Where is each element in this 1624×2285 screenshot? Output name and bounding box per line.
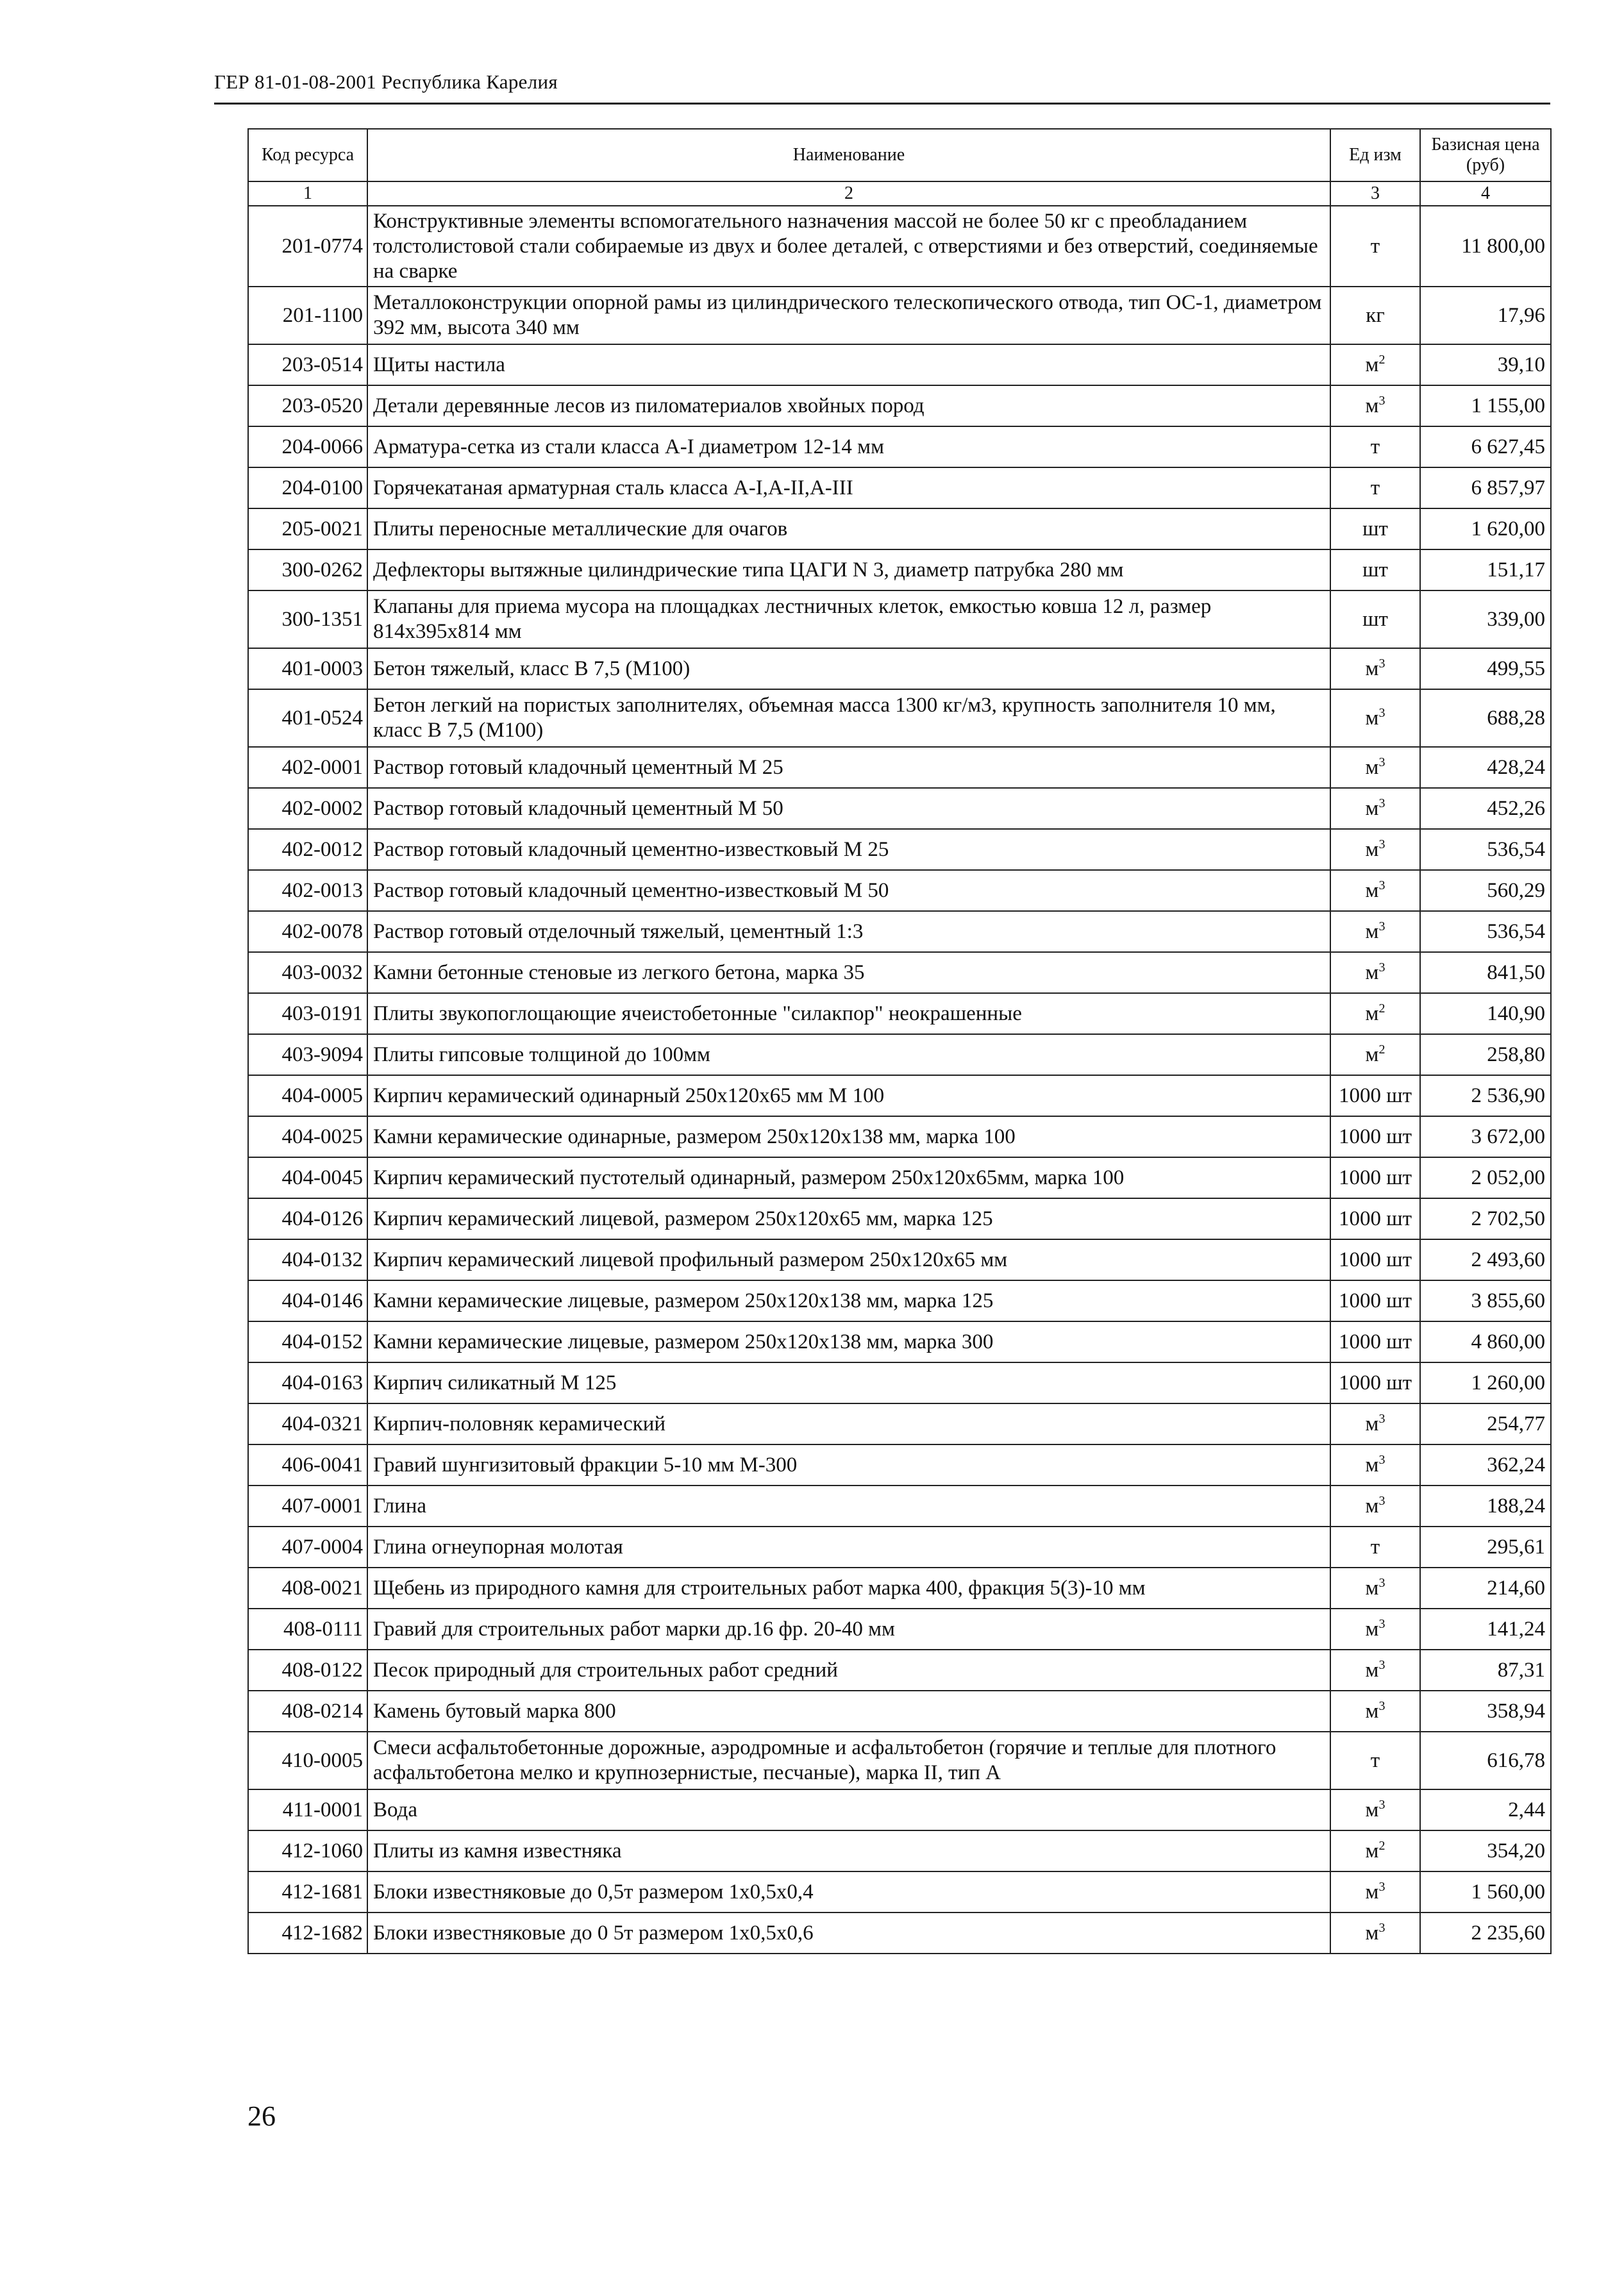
resource-code-cell: 404-0005 <box>248 1075 367 1116</box>
table-row <box>248 1691 1551 1732</box>
resource-name-cell: Кирпич керамический лицевой, размером 250х120х65 мм, марка 125 <box>367 1198 1330 1239</box>
resource-code-cell: 407-0001 <box>248 1486 367 1527</box>
unit-cell <box>1330 1871 1420 1913</box>
unit-text: т <box>1370 234 1380 258</box>
table-row <box>248 1527 1551 1568</box>
unit-cell <box>1330 1732 1420 1789</box>
base-price-cell: 358,94 <box>1420 1691 1551 1732</box>
table-row <box>248 508 1551 549</box>
resource-code-cell: 300-0262 <box>248 549 367 590</box>
base-price-cell: 2 235,60 <box>1420 1913 1551 1954</box>
unit-exponent: 3 <box>1378 393 1385 408</box>
resource-code-cell: 201-1100 <box>248 287 367 344</box>
unit-text: 1000 шт <box>1338 1248 1412 1271</box>
base-price-cell: 1 620,00 <box>1420 508 1551 549</box>
resource-code-cell: 403-0032 <box>248 952 367 993</box>
table-row <box>248 1075 1551 1116</box>
resource-code-cell: 404-0025 <box>248 1116 367 1157</box>
unit-text: м <box>1365 878 1379 902</box>
unit-exponent: 3 <box>1378 919 1385 933</box>
resource-code-cell: 404-0152 <box>248 1321 367 1362</box>
resource-code-cell: 404-0045 <box>248 1157 367 1198</box>
table-row <box>248 911 1551 952</box>
resource-code-cell: 407-0004 <box>248 1527 367 1568</box>
header-divider <box>214 103 1550 105</box>
resource-name-cell: Горячекатаная арматурная сталь класса А-I,А-II,А-III <box>367 467 1330 508</box>
resource-code-cell: 410-0005 <box>248 1732 367 1789</box>
resource-price-table <box>247 128 1552 1954</box>
unit-exponent: 3 <box>1378 1411 1385 1426</box>
resource-name-cell: Щиты настила <box>367 344 1330 385</box>
resource-name-cell: Смеси асфальтобетонные дорожные, аэродромные и асфальтобетон (горячие и теплые для плотного асфальтобетона мелко и крупнозернистые, песчаные), марка II, тип А <box>367 1732 1330 1789</box>
unit-text: 1000 шт <box>1338 1330 1412 1353</box>
table-row <box>248 648 1551 689</box>
unit-cell <box>1330 1913 1420 1954</box>
resource-code-cell: 401-0524 <box>248 689 367 747</box>
unit-text: м <box>1365 1412 1379 1435</box>
resource-code-cell: 402-0001 <box>248 747 367 788</box>
table-header-row <box>248 129 1551 181</box>
unit-text: м <box>1365 1839 1379 1862</box>
unit-cell <box>1330 1650 1420 1691</box>
base-price-cell: 616,78 <box>1420 1732 1551 1789</box>
base-price-cell: 6 857,97 <box>1420 467 1551 508</box>
unit-exponent: 3 <box>1378 1452 1385 1467</box>
resource-name-cell: Раствор готовый кладочный цементно-известковый М 25 <box>367 829 1330 870</box>
table-row <box>248 1568 1551 1609</box>
resource-name-cell: Клапаны для приема мусора на площадках лестничных клеток, емкостью ковша 12 л, размер 814х395х814 мм <box>367 590 1330 648</box>
resource-name-cell: Глина <box>367 1486 1330 1527</box>
resource-name-cell: Кирпич керамический пустотелый одинарный, размером 250х120х65мм, марка 100 <box>367 1157 1330 1198</box>
unit-text: м <box>1365 1699 1379 1723</box>
table-row <box>248 993 1551 1034</box>
unit-exponent: 3 <box>1378 1698 1385 1713</box>
unit-cell <box>1330 1830 1420 1871</box>
base-price-cell: 560,29 <box>1420 870 1551 911</box>
unit-text: 1000 шт <box>1338 1084 1412 1107</box>
table-row <box>248 1871 1551 1913</box>
resource-code-cell: 402-0078 <box>248 911 367 952</box>
resource-name-cell: Гравий для строительных работ марки др.16 фр. 20-40 мм <box>367 1609 1330 1650</box>
table-row <box>248 747 1551 788</box>
base-price-cell: 295,61 <box>1420 1527 1551 1568</box>
resource-code-cell: 402-0012 <box>248 829 367 870</box>
resource-code-cell: 300-1351 <box>248 590 367 648</box>
unit-text: м <box>1365 394 1379 417</box>
unit-text: м <box>1365 1921 1379 1945</box>
unit-text: м <box>1365 837 1379 861</box>
base-price-cell: 1 155,00 <box>1420 385 1551 426</box>
unit-exponent: 3 <box>1378 1879 1385 1894</box>
unit-text: т <box>1370 1535 1380 1559</box>
unit-exponent: 3 <box>1378 796 1385 810</box>
unit-exponent: 2 <box>1378 1838 1385 1853</box>
resource-name-cell: Металлоконструкции опорной рамы из цилиндрического телескопического отвода, тип ОС-1, диаметром 392 мм, высота 340 мм <box>367 287 1330 344</box>
resource-code-cell: 408-0122 <box>248 1650 367 1691</box>
unit-text: м <box>1365 1576 1379 1600</box>
unit-text: м <box>1365 1042 1379 1066</box>
resource-name-cell: Блоки известняковые до 0 5т размером 1х0,5х0,6 <box>367 1913 1330 1954</box>
resource-name-cell: Раствор готовый отделочный тяжелый, цементный 1:3 <box>367 911 1330 952</box>
resource-code-cell: 404-0163 <box>248 1362 367 1403</box>
unit-text: 1000 шт <box>1338 1166 1412 1189</box>
unit-cell <box>1330 870 1420 911</box>
table-row <box>248 1830 1551 1871</box>
unit-text: м <box>1365 1658 1379 1682</box>
unit-cell <box>1330 1116 1420 1157</box>
unit-cell <box>1330 1034 1420 1075</box>
table-row <box>248 1239 1551 1280</box>
resource-code-cell: 412-1681 <box>248 1871 367 1913</box>
resource-name-cell: Камни керамические лицевые, размером 250х120х138 мм, марка 300 <box>367 1321 1330 1362</box>
resource-code-cell: 402-0013 <box>248 870 367 911</box>
column-number-row <box>248 181 1551 206</box>
resource-name-cell: Камень бутовый марка 800 <box>367 1691 1330 1732</box>
resource-name-cell: Щебень из природного камня для строительных работ марка 400, фракция 5(3)-10 мм <box>367 1568 1330 1609</box>
resource-code-cell: 205-0021 <box>248 508 367 549</box>
resource-name-cell: Детали деревянные лесов из пиломатериалов хвойных пород <box>367 385 1330 426</box>
unit-exponent: 3 <box>1378 1493 1385 1508</box>
table-row <box>248 1403 1551 1444</box>
unit-cell <box>1330 689 1420 747</box>
unit-exponent: 3 <box>1378 1616 1385 1631</box>
table-row <box>248 467 1551 508</box>
resource-code-cell: 201-0774 <box>248 206 367 287</box>
resource-code-cell: 408-0214 <box>248 1691 367 1732</box>
base-price-cell: 3 855,60 <box>1420 1280 1551 1321</box>
unit-cell <box>1330 1403 1420 1444</box>
base-price-cell: 536,54 <box>1420 829 1551 870</box>
unit-text: шт <box>1362 517 1388 540</box>
resource-name-cell: Конструктивные элементы вспомогательного назначения массой не более 50 кг с преобладанием толстолистовой стали собираемые из двух и более деталей, с отверстиями и без отверстий, соединяемые на сварке <box>367 206 1330 287</box>
table-row <box>248 385 1551 426</box>
unit-text: м <box>1365 1798 1379 1821</box>
base-price-cell: 1 260,00 <box>1420 1362 1551 1403</box>
unit-cell <box>1330 952 1420 993</box>
base-price-cell: 254,77 <box>1420 1403 1551 1444</box>
unit-cell <box>1330 829 1420 870</box>
resource-name-cell: Камни керамические лицевые, размером 250х120х138 мм, марка 125 <box>367 1280 1330 1321</box>
table-row <box>248 426 1551 467</box>
unit-exponent: 3 <box>1378 705 1385 720</box>
resource-code-cell: 404-0321 <box>248 1403 367 1444</box>
unit-cell <box>1330 1527 1420 1568</box>
table-row <box>248 1157 1551 1198</box>
unit-cell <box>1330 344 1420 385</box>
unit-text: т <box>1370 435 1380 458</box>
base-price-cell: 452,26 <box>1420 788 1551 829</box>
resource-code-cell: 408-0021 <box>248 1568 367 1609</box>
column-header-unit: Ед изм <box>1330 129 1420 181</box>
base-price-cell: 2 702,50 <box>1420 1198 1551 1239</box>
resource-name-cell: Плиты гипсовые толщиной до 100мм <box>367 1034 1330 1075</box>
unit-cell <box>1330 1321 1420 1362</box>
unit-cell <box>1330 467 1420 508</box>
resource-code-cell: 402-0002 <box>248 788 367 829</box>
page-header-title: ГЕР 81-01-08-2001 Республика Карелия <box>214 71 558 93</box>
unit-text: м <box>1365 919 1379 943</box>
base-price-cell: 17,96 <box>1420 287 1551 344</box>
unit-text: 1000 шт <box>1338 1125 1412 1148</box>
unit-exponent: 3 <box>1378 837 1385 851</box>
resource-name-cell: Кирпич силикатный М 125 <box>367 1362 1330 1403</box>
unit-exponent: 2 <box>1378 352 1385 367</box>
unit-cell <box>1330 1157 1420 1198</box>
resource-name-cell: Арматура-сетка из стали класса А-I диаметром 12-14 мм <box>367 426 1330 467</box>
base-price-cell: 11 800,00 <box>1420 206 1551 287</box>
unit-text: м <box>1365 1494 1379 1518</box>
unit-text: шт <box>1362 558 1388 582</box>
unit-text: м <box>1365 1001 1379 1025</box>
unit-text: м <box>1365 1617 1379 1641</box>
base-price-cell: 428,24 <box>1420 747 1551 788</box>
unit-exponent: 3 <box>1378 656 1385 671</box>
resource-name-cell: Плиты из камня известняка <box>367 1830 1330 1871</box>
resource-code-cell: 408-0111 <box>248 1609 367 1650</box>
base-price-cell: 536,54 <box>1420 911 1551 952</box>
unit-cell <box>1330 508 1420 549</box>
base-price-cell: 339,00 <box>1420 590 1551 648</box>
base-price-cell: 141,24 <box>1420 1609 1551 1650</box>
unit-cell <box>1330 1789 1420 1830</box>
table-row <box>248 1444 1551 1486</box>
base-price-cell: 362,24 <box>1420 1444 1551 1486</box>
table-body <box>248 206 1551 1954</box>
table-row <box>248 1732 1551 1789</box>
table-row <box>248 1609 1551 1650</box>
base-price-cell: 2 052,00 <box>1420 1157 1551 1198</box>
table-row <box>248 1116 1551 1157</box>
unit-cell <box>1330 1075 1420 1116</box>
resource-name-cell: Кирпич-половняк керамический <box>367 1403 1330 1444</box>
table-row <box>248 1198 1551 1239</box>
unit-exponent: 3 <box>1378 960 1385 975</box>
unit-cell <box>1330 590 1420 648</box>
base-price-cell: 39,10 <box>1420 344 1551 385</box>
unit-cell <box>1330 648 1420 689</box>
unit-cell <box>1330 993 1420 1034</box>
table-row <box>248 1913 1551 1954</box>
resource-name-cell: Камни керамические одинарные, размером 250х120х138 мм, марка 100 <box>367 1116 1330 1157</box>
base-price-cell: 258,80 <box>1420 1034 1551 1075</box>
unit-text: м <box>1365 657 1379 680</box>
resource-code-cell: 403-9094 <box>248 1034 367 1075</box>
unit-text: м <box>1365 706 1379 730</box>
column-number: 4 <box>1420 181 1551 206</box>
unit-exponent: 2 <box>1378 1001 1385 1016</box>
unit-cell <box>1330 1486 1420 1527</box>
page-number: 26 <box>247 2100 276 2132</box>
resource-code-cell: 203-0514 <box>248 344 367 385</box>
table-row <box>248 1280 1551 1321</box>
unit-text: 1000 шт <box>1338 1207 1412 1230</box>
column-number: 2 <box>367 181 1330 206</box>
resource-name-cell: Раствор готовый кладочный цементно-известковый М 50 <box>367 870 1330 911</box>
resource-name-cell: Глина огнеупорная молотая <box>367 1527 1330 1568</box>
table-row <box>248 829 1551 870</box>
unit-text: м <box>1365 353 1379 376</box>
column-header-code: Код ресурса <box>248 129 367 181</box>
unit-cell <box>1330 1280 1420 1321</box>
table-row <box>248 952 1551 993</box>
resource-name-cell: Блоки известняковые до 0,5т размером 1х0,5х0,4 <box>367 1871 1330 1913</box>
resource-code-cell: 412-1682 <box>248 1913 367 1954</box>
resource-code-cell: 401-0003 <box>248 648 367 689</box>
base-price-cell: 2 493,60 <box>1420 1239 1551 1280</box>
resource-code-cell: 403-0191 <box>248 993 367 1034</box>
base-price-cell: 2 536,90 <box>1420 1075 1551 1116</box>
base-price-cell: 841,50 <box>1420 952 1551 993</box>
unit-exponent: 3 <box>1378 1575 1385 1590</box>
resource-name-cell: Раствор готовый кладочный цементный М 50 <box>367 788 1330 829</box>
unit-cell <box>1330 1568 1420 1609</box>
resource-name-cell: Плиты звукопоглощающие ячеистобетонные "силакпор" неокрашенные <box>367 993 1330 1034</box>
unit-exponent: 2 <box>1378 1042 1385 1057</box>
table-row <box>248 1034 1551 1075</box>
unit-text: кг <box>1366 303 1385 327</box>
unit-exponent: 3 <box>1378 1657 1385 1672</box>
unit-text: м <box>1365 1880 1379 1904</box>
resource-code-cell: 204-0066 <box>248 426 367 467</box>
unit-cell <box>1330 549 1420 590</box>
unit-text: м <box>1365 796 1379 820</box>
column-number: 3 <box>1330 181 1420 206</box>
resource-code-cell: 404-0126 <box>248 1198 367 1239</box>
table-row <box>248 870 1551 911</box>
unit-exponent: 3 <box>1378 1920 1385 1935</box>
resource-code-cell: 204-0100 <box>248 467 367 508</box>
unit-cell <box>1330 1609 1420 1650</box>
base-price-cell: 6 627,45 <box>1420 426 1551 467</box>
unit-cell <box>1330 1198 1420 1239</box>
unit-cell <box>1330 747 1420 788</box>
resource-name-cell: Кирпич керамический одинарный 250х120х65 мм М 100 <box>367 1075 1330 1116</box>
table-row <box>248 1486 1551 1527</box>
resource-name-cell: Кирпич керамический лицевой профильный размером 250х120х65 мм <box>367 1239 1330 1280</box>
unit-cell <box>1330 206 1420 287</box>
resource-name-cell: Бетон легкий на пористых заполнителях, объемная масса 1300 кг/м3, крупность заполнителя 10 мм, класс В 7,5 (М100) <box>367 689 1330 747</box>
resource-code-cell: 412-1060 <box>248 1830 367 1871</box>
base-price-cell: 188,24 <box>1420 1486 1551 1527</box>
base-price-cell: 354,20 <box>1420 1830 1551 1871</box>
unit-text: м <box>1365 960 1379 984</box>
base-price-cell: 3 672,00 <box>1420 1116 1551 1157</box>
unit-text: 1000 шт <box>1338 1289 1412 1312</box>
resource-name-cell: Песок природный для строительных работ средний <box>367 1650 1330 1691</box>
column-number: 1 <box>248 181 367 206</box>
table-row <box>248 689 1551 747</box>
unit-cell <box>1330 287 1420 344</box>
resource-name-cell: Раствор готовый кладочный цементный М 25 <box>367 747 1330 788</box>
resource-code-cell: 406-0041 <box>248 1444 367 1486</box>
unit-text: м <box>1365 755 1379 779</box>
resource-name-cell: Плиты переносные металлические для очагов <box>367 508 1330 549</box>
unit-text: м <box>1365 1453 1379 1477</box>
unit-cell <box>1330 1362 1420 1403</box>
unit-cell <box>1330 426 1420 467</box>
base-price-cell: 87,31 <box>1420 1650 1551 1691</box>
base-price-cell: 499,55 <box>1420 648 1551 689</box>
column-header-price: Базисная цена (руб) <box>1420 129 1551 181</box>
table-row <box>248 206 1551 287</box>
table-row <box>248 590 1551 648</box>
unit-cell <box>1330 911 1420 952</box>
unit-text: т <box>1370 1748 1380 1772</box>
resource-name-cell: Дефлекторы вытяжные цилиндрические типа ЦАГИ N 3, диаметр патрубка 280 мм <box>367 549 1330 590</box>
base-price-cell: 140,90 <box>1420 993 1551 1034</box>
resource-code-cell: 411-0001 <box>248 1789 367 1830</box>
table-row <box>248 1650 1551 1691</box>
unit-cell <box>1330 385 1420 426</box>
table-row <box>248 1362 1551 1403</box>
unit-cell <box>1330 1239 1420 1280</box>
resource-name-cell: Гравий шунгизитовый фракции 5-10 мм М-300 <box>367 1444 1330 1486</box>
unit-text: 1000 шт <box>1338 1371 1412 1394</box>
unit-exponent: 3 <box>1378 1797 1385 1812</box>
base-price-cell: 214,60 <box>1420 1568 1551 1609</box>
resource-name-cell: Вода <box>367 1789 1330 1830</box>
unit-exponent: 3 <box>1378 755 1385 769</box>
unit-cell <box>1330 1444 1420 1486</box>
unit-text: т <box>1370 476 1380 499</box>
table-row <box>248 1321 1551 1362</box>
unit-cell <box>1330 788 1420 829</box>
table-row <box>248 344 1551 385</box>
unit-cell <box>1330 1691 1420 1732</box>
base-price-cell: 4 860,00 <box>1420 1321 1551 1362</box>
base-price-cell: 688,28 <box>1420 689 1551 747</box>
table-row <box>248 287 1551 344</box>
unit-text: шт <box>1362 607 1388 631</box>
resource-name-cell: Камни бетонные стеновые из легкого бетона, марка 35 <box>367 952 1330 993</box>
resource-code-cell: 404-0146 <box>248 1280 367 1321</box>
table-row <box>248 1789 1551 1830</box>
table-row <box>248 549 1551 590</box>
base-price-cell: 1 560,00 <box>1420 1871 1551 1913</box>
table-row <box>248 788 1551 829</box>
base-price-cell: 151,17 <box>1420 549 1551 590</box>
column-header-name: Наименование <box>367 129 1330 181</box>
unit-exponent: 3 <box>1378 878 1385 892</box>
base-price-cell: 2,44 <box>1420 1789 1551 1830</box>
resource-name-cell: Бетон тяжелый, класс В 7,5 (М100) <box>367 648 1330 689</box>
resource-code-cell: 404-0132 <box>248 1239 367 1280</box>
resource-code-cell: 203-0520 <box>248 385 367 426</box>
